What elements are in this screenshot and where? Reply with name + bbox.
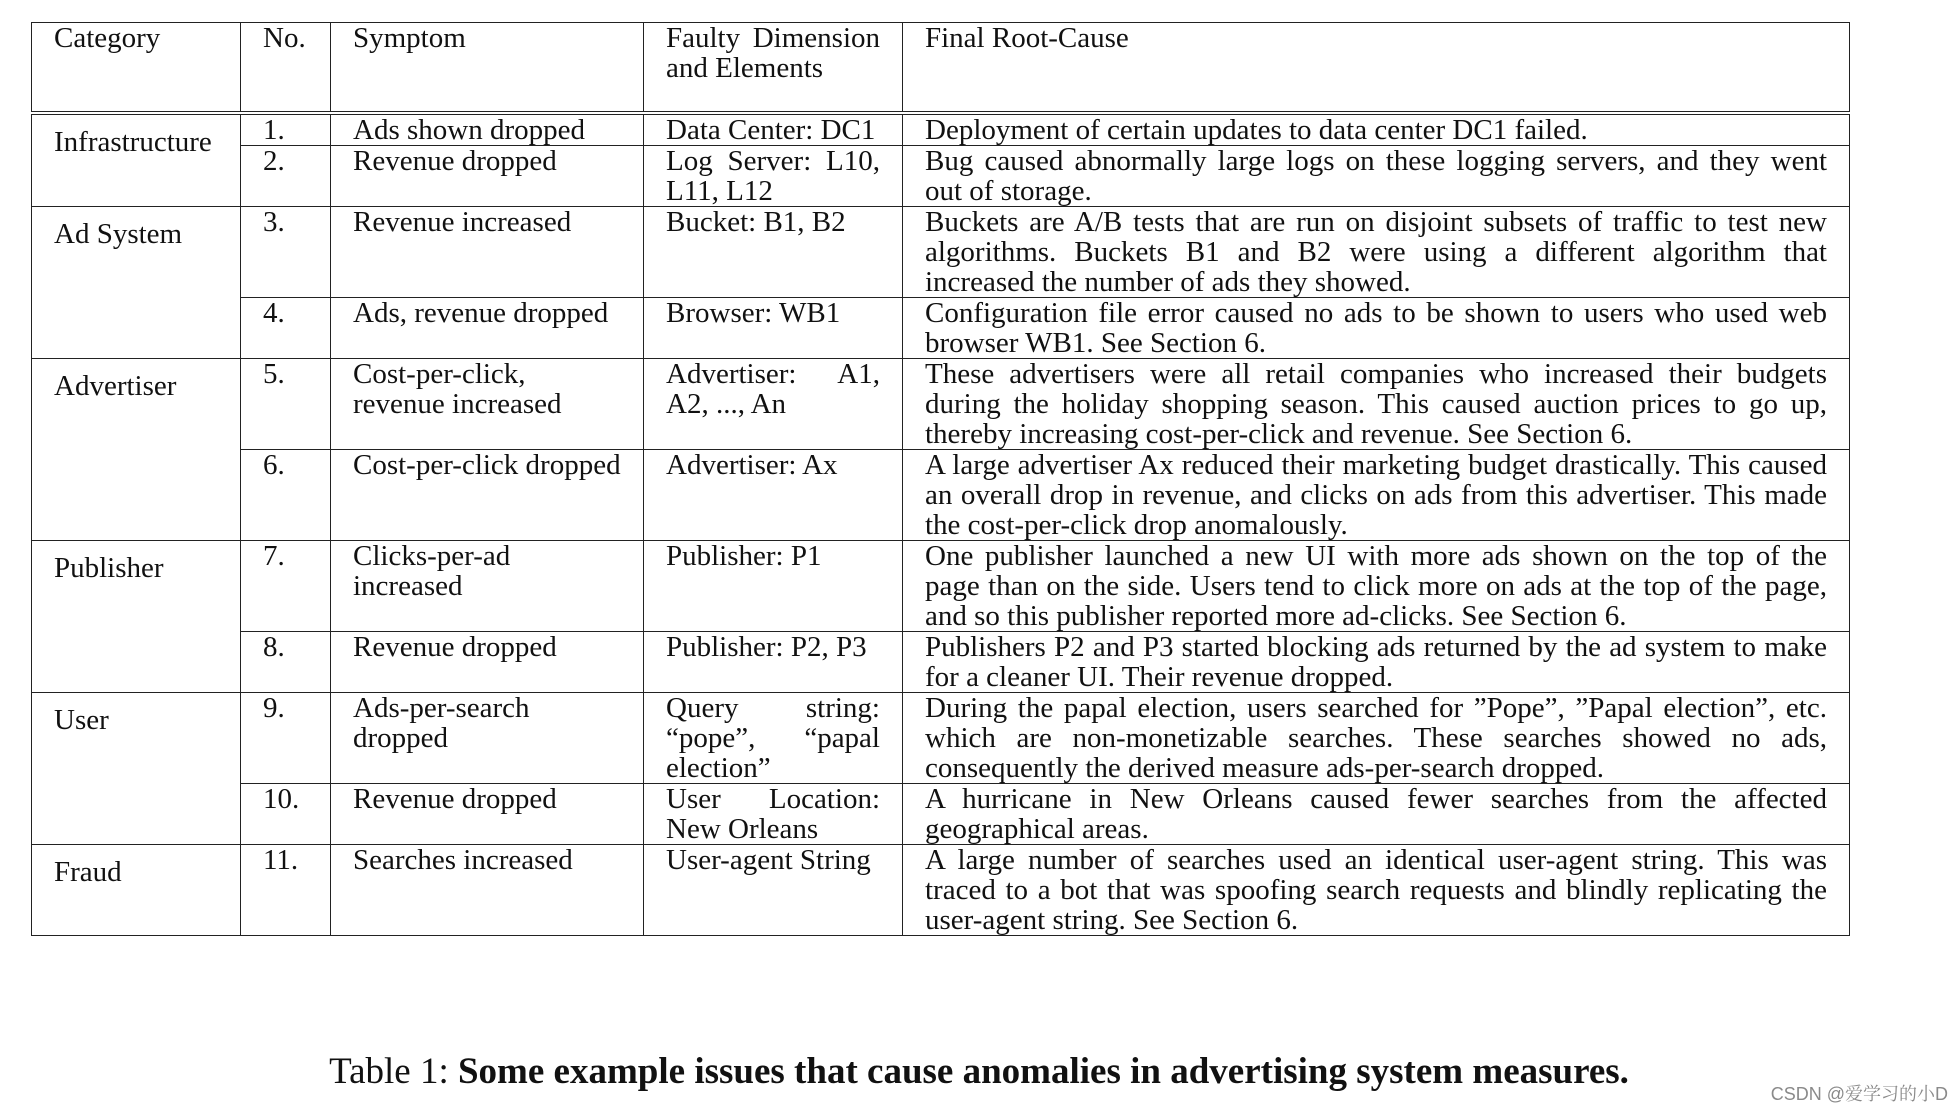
number-cell: 5. xyxy=(241,359,331,450)
root-cause-cell: These advertisers were all retail companies who increased their budgets during the holiday shopping season. This caused auction prices to go up, thereby increasing cost-per-click and revenue. See Section 6. xyxy=(903,359,1850,450)
number-cell: 10. xyxy=(241,784,331,845)
faulty-dimension-cell: User Location: New Orleans xyxy=(644,784,903,845)
table-header-row xyxy=(32,23,1850,112)
table-row xyxy=(32,541,1850,632)
root-cause-cell: One publisher launched a new UI with more ads shown on the top of the page than on the side. Users tend to click more on ads at the top of the page, and so this publisher reported more ad-clicks. See Section 6. xyxy=(903,541,1850,632)
header-no: No. xyxy=(241,23,331,112)
table-row xyxy=(32,450,1850,541)
symptom-cell: Clicks-per-ad increased xyxy=(331,541,644,632)
symptom-cell: Revenue dropped xyxy=(331,784,644,845)
table-row xyxy=(32,784,1850,845)
table-row xyxy=(32,115,1850,146)
header-symptom: Symptom xyxy=(331,23,644,112)
table-row xyxy=(32,146,1850,207)
category-cell: User xyxy=(32,693,241,845)
number-cell: 4. xyxy=(241,298,331,359)
number-cell: 2. xyxy=(241,146,331,207)
symptom-cell: Revenue dropped xyxy=(331,632,644,693)
number-cell: 8. xyxy=(241,632,331,693)
table-row xyxy=(32,693,1850,784)
number-cell: 9. xyxy=(241,693,331,784)
root-cause-cell: Buckets are A/B tests that are run on disjoint subsets of traffic to test new algorithms. Buckets B1 and B2 were using a different algorithm that increased the number of ads they showed. xyxy=(903,207,1850,298)
symptom-cell: Ads shown dropped xyxy=(331,115,644,146)
root-cause-cell: A large advertiser Ax reduced their marketing budget drastically. This caused an overall drop in revenue, and clicks on ads from this advertiser. This made the cost-per-click drop anomalously. xyxy=(903,450,1850,541)
table-row xyxy=(32,298,1850,359)
root-cause-cell: Publishers P2 and P3 started blocking ads returned by the ad system to make for a cleaner UI. Their revenue dropped. xyxy=(903,632,1850,693)
table-row xyxy=(32,632,1850,693)
symptom-cell: Cost-per-click dropped xyxy=(331,450,644,541)
table-body xyxy=(32,115,1850,936)
number-cell: 7. xyxy=(241,541,331,632)
symptom-cell: Revenue increased xyxy=(331,207,644,298)
faulty-dimension-cell: Advertiser: A1, A2, ..., An xyxy=(644,359,903,450)
number-cell: 3. xyxy=(241,207,331,298)
issues-table xyxy=(31,22,1850,936)
symptom-cell: Ads, revenue dropped xyxy=(331,298,644,359)
header-root-cause: Final Root-Cause xyxy=(903,23,1850,112)
symptom-cell: Revenue dropped xyxy=(331,146,644,207)
category-cell: Advertiser xyxy=(32,359,241,541)
header-faulty-dimension: Faulty Dimension and Elements xyxy=(644,23,903,112)
category-cell: Infrastructure xyxy=(32,115,241,207)
faulty-dimension-cell: Advertiser: Ax xyxy=(644,450,903,541)
faulty-dimension-cell: Publisher: P2, P3 xyxy=(644,632,903,693)
faulty-dimension-cell: Browser: WB1 xyxy=(644,298,903,359)
faulty-dimension-cell: Data Center: DC1 xyxy=(644,115,903,146)
symptom-cell: Cost-per-click, revenue increased xyxy=(331,359,644,450)
root-cause-cell: A large number of searches used an identical user-agent string. This was traced to a bot that was spoofing search requests and blindly replicating the user-agent string. See Section 6. xyxy=(903,845,1850,936)
faulty-dimension-cell: Bucket: B1, B2 xyxy=(644,207,903,298)
table-caption xyxy=(0,1052,1958,1092)
number-cell: 6. xyxy=(241,450,331,541)
symptom-cell: Ads-per-search dropped xyxy=(331,693,644,784)
category-cell: Fraud xyxy=(32,845,241,936)
header-category: Category xyxy=(32,23,241,112)
root-cause-cell: Deployment of certain updates to data center DC1 failed. xyxy=(903,115,1850,146)
table-row xyxy=(32,207,1850,298)
number-cell: 11. xyxy=(241,845,331,936)
root-cause-cell: Configuration file error caused no ads to be shown to users who used web browser WB1. See Section 6. xyxy=(903,298,1850,359)
root-cause-cell: Bug caused abnormally large logs on these logging servers, and they went out of storage. xyxy=(903,146,1850,207)
category-cell: Publisher xyxy=(32,541,241,693)
faulty-dimension-cell: User-agent String xyxy=(644,845,903,936)
symptom-cell: Searches increased xyxy=(331,845,644,936)
caption-text: Some example issues that cause anomalies in advertising system measures. xyxy=(457,1051,1629,1092)
faulty-dimension-cell: Publisher: P1 xyxy=(644,541,903,632)
watermark: CSDN @爱学习的小D xyxy=(1770,1084,1948,1104)
table-row xyxy=(32,845,1850,936)
faulty-dimension-cell: Log Server: L10, L11, L12 xyxy=(644,146,903,207)
root-cause-cell: A hurricane in New Orleans caused fewer searches from the affected geographical areas. xyxy=(903,784,1850,845)
table-row xyxy=(32,359,1850,450)
faulty-dimension-cell: Query string: “pope”, “papal election” xyxy=(644,693,903,784)
root-cause-cell: During the papal election, users searched for ”Pope”, ”Papal election”, etc. which are non-monetizable searches. These searches showed no ads, consequently the derived measure ads-per-search dropped. xyxy=(903,693,1850,784)
category-cell: Ad System xyxy=(32,207,241,359)
caption-label: Table 1: xyxy=(329,1051,458,1092)
number-cell: 1. xyxy=(241,115,331,146)
